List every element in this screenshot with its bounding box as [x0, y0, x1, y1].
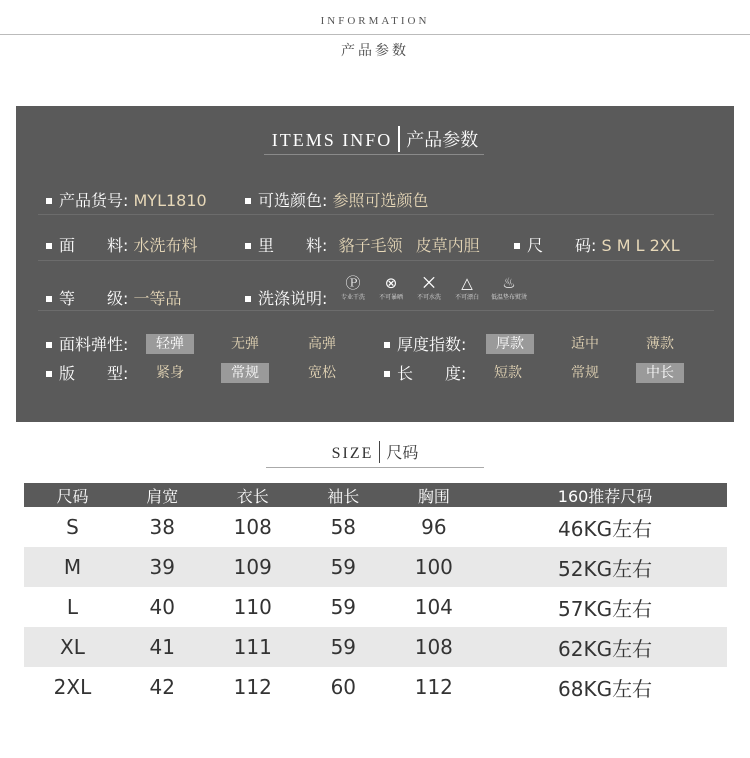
table-cell: 58 — [330, 515, 357, 539]
table-cell: L — [66, 595, 79, 619]
fit-label: 版 型: — [59, 364, 129, 383]
fit-option-regular: 常规 — [221, 363, 269, 383]
product-params-heading: 产品参数 — [341, 43, 409, 59]
bullet-icon — [46, 198, 52, 204]
table-row — [24, 587, 727, 627]
elasticity-label: 面料弹性: — [59, 335, 129, 354]
no-bleach-icon — [448, 274, 486, 301]
table-cell: 100 — [385, 547, 484, 587]
dry-clean-glyph: Ⓟ — [345, 274, 361, 292]
thickness-field — [384, 332, 466, 355]
row-divider — [38, 260, 714, 261]
table-cell: 112 — [414, 675, 453, 699]
table-cell: 39 — [121, 547, 204, 587]
no-bleach-glyph: △ — [461, 274, 473, 292]
bullet-icon — [384, 371, 390, 377]
thickness-option-thick: 厚款 — [486, 334, 534, 354]
grade-value: 一等品 — [133, 289, 182, 308]
thickness-option-thin: 薄款 — [646, 336, 674, 352]
elasticity-option-high: 高弹 — [308, 336, 336, 352]
grade-label: 等 级: — [59, 289, 129, 308]
row-divider — [38, 214, 714, 215]
table-cell: 46KG左右 — [558, 516, 653, 541]
items-info-title-cn: 产品参数 — [406, 130, 479, 151]
header-recommend: 160推荐尺码 — [483, 483, 727, 507]
product-code-label: 产品货号: — [59, 191, 129, 210]
no-tumble-icon — [372, 274, 410, 301]
header-divider — [0, 34, 750, 35]
fit-option-loose: 宽松 — [308, 365, 336, 381]
length-option-short: 短款 — [494, 365, 522, 381]
dry-clean-text: 专业干洗 — [340, 294, 365, 301]
table-cell: 52KG左右 — [483, 547, 727, 587]
dry-clean-icon — [334, 274, 372, 301]
table-cell: 59 — [330, 595, 357, 619]
header-size: 尺码 — [24, 483, 121, 507]
table-row — [24, 507, 727, 547]
title-underline — [264, 154, 484, 155]
thickness-option-medium: 适中 — [571, 336, 599, 352]
grade-field — [46, 286, 182, 309]
table-cell: 108 — [233, 515, 272, 539]
no-tumble-glyph: ⊗ — [384, 274, 398, 292]
table-cell: 59 — [302, 627, 385, 667]
table-cell: 60 — [330, 675, 357, 699]
items-info-title — [16, 126, 734, 152]
no-wash-text: 不可水洗 — [416, 294, 441, 301]
lining-field — [245, 233, 480, 256]
table-cell: XL — [24, 627, 121, 667]
bullet-icon — [245, 296, 251, 302]
table-cell: 112 — [233, 675, 272, 699]
low-iron-glyph: ♨ — [502, 274, 516, 292]
table-cell: 109 — [204, 547, 303, 587]
header-shoulder: 肩宽 — [121, 483, 204, 507]
length-option-regular: 常规 — [571, 365, 599, 381]
length-field — [384, 361, 466, 384]
lining-value-collar: 貉子毛领 — [338, 236, 403, 255]
product-code-value: MYL1810 — [133, 191, 207, 210]
table-row — [24, 667, 727, 707]
lining-label: 里 料: — [258, 236, 328, 255]
table-cell: 104 — [414, 595, 453, 619]
elasticity-field — [46, 332, 128, 355]
size-title-underline — [266, 467, 484, 468]
bullet-icon — [245, 198, 251, 204]
color-field — [245, 188, 429, 211]
fabric-field — [46, 233, 198, 256]
table-cell: 111 — [204, 627, 303, 667]
thickness-label: 厚度指数: — [397, 335, 467, 354]
low-iron-text: 低温垫布熨烫 — [490, 294, 527, 301]
items-info-title-en: ITEMS INFO — [271, 130, 393, 150]
table-cell: 57KG左右 — [558, 596, 653, 621]
table-cell: 62KG左右 — [483, 627, 727, 667]
title-bar — [398, 126, 400, 152]
fabric-label: 面 料: — [59, 236, 129, 255]
wash-field — [245, 286, 327, 309]
header-chest: 胸围 — [385, 483, 484, 507]
size-table-header — [24, 483, 727, 507]
title-bar — [379, 441, 380, 463]
no-wash-glyph: ⨉ — [422, 274, 435, 292]
no-tumble-text: 不可暴晒 — [378, 294, 403, 301]
length-option-midlong: 中长 — [636, 363, 684, 383]
size-field — [514, 233, 680, 256]
header-sleeve: 袖长 — [302, 483, 385, 507]
information-heading: INFORMATION — [320, 15, 430, 27]
size-title-cn: 尺码 — [386, 443, 419, 462]
bullet-icon — [384, 342, 390, 348]
size-table — [24, 483, 727, 707]
table-cell: 110 — [233, 595, 272, 619]
table-cell: 59 — [302, 547, 385, 587]
bullet-icon — [46, 296, 52, 302]
size-title-en: SIZE — [331, 445, 374, 462]
table-cell: 68KG左右 — [558, 676, 653, 701]
table-row — [24, 627, 727, 667]
table-cell: 38 — [149, 515, 175, 539]
bullet-icon — [514, 243, 520, 249]
length-label: 长 度: — [397, 364, 467, 383]
elasticity-option-none: 无弹 — [231, 336, 259, 352]
no-wash-icon — [410, 274, 448, 301]
product-info-panel — [16, 106, 734, 422]
wash-label: 洗涤说明: — [258, 289, 328, 308]
no-bleach-text: 不可漂白 — [454, 294, 479, 301]
table-cell: S — [66, 515, 79, 539]
elasticity-option-light: 轻弹 — [146, 334, 194, 354]
color-value: 参照可选颜色 — [332, 191, 429, 210]
table-cell: 42 — [149, 675, 175, 699]
size-value: S M L 2XL — [601, 236, 680, 255]
color-label: 可选颜色: — [258, 191, 328, 210]
size-title — [0, 440, 750, 463]
size-label: 尺 码: — [527, 236, 597, 255]
product-code-field — [46, 188, 207, 211]
bullet-icon — [46, 243, 52, 249]
bullet-icon — [245, 243, 251, 249]
table-cell: 40 — [149, 595, 175, 619]
table-cell: M — [24, 547, 121, 587]
table-cell: 41 — [121, 627, 204, 667]
fabric-value: 水洗布料 — [133, 236, 198, 255]
header-length: 衣长 — [204, 483, 303, 507]
fit-field — [46, 361, 128, 384]
table-cell: 2XL — [53, 675, 92, 699]
table-row — [24, 547, 727, 587]
lining-value-inner: 皮草内胆 — [415, 236, 480, 255]
table-cell: 108 — [385, 627, 484, 667]
row-divider — [38, 310, 714, 311]
table-cell: 96 — [421, 515, 447, 539]
fit-option-slim: 紧身 — [156, 365, 184, 381]
low-iron-icon — [490, 274, 528, 301]
bullet-icon — [46, 342, 52, 348]
bullet-icon — [46, 371, 52, 377]
